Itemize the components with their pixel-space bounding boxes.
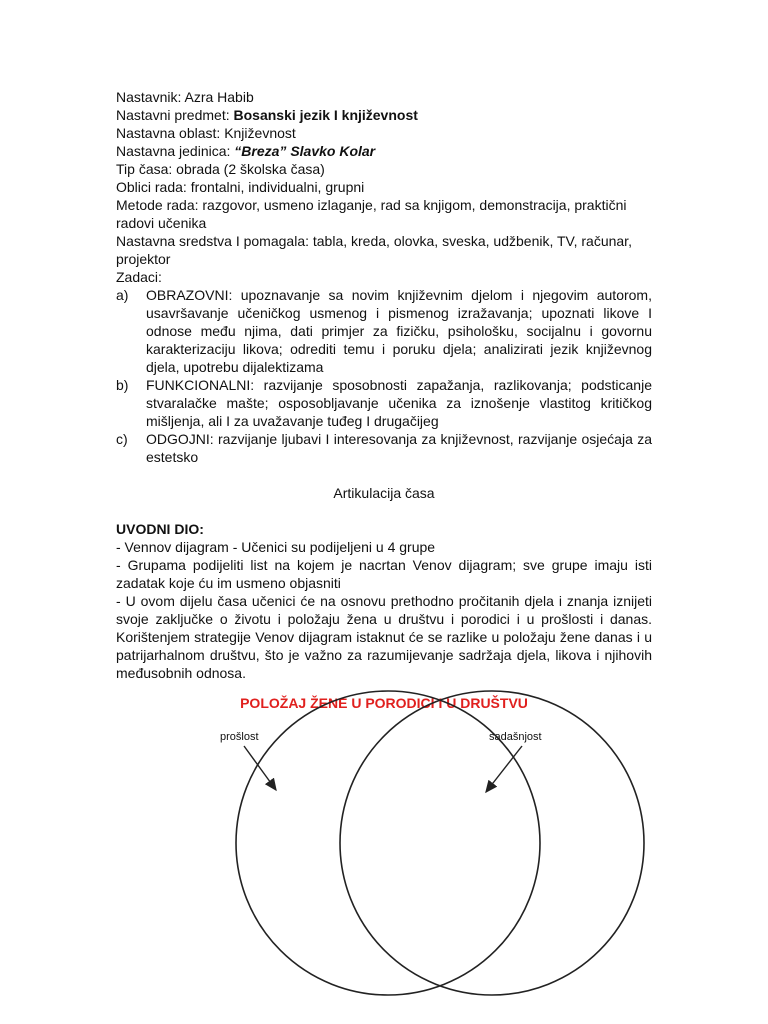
teacher-label: Nastavnik: (116, 89, 182, 105)
subject-label: Nastavni predmet: (116, 107, 230, 123)
task-text: ODGOJNI: razvijanje ljubavi I interesovanja za književnost, razvijanje osjećaja za estetsko (146, 431, 652, 465)
work-methods: Metode rada: razgovor, usmeno izlaganje, rad sa knjigom, demonstracija, praktični (116, 197, 627, 213)
teacher-name: Azra Habib (184, 89, 254, 105)
intro-paragraph: - Vennov dijagram - Učenici su podijeljeni u 4 grupe (116, 539, 436, 555)
task-marker: b) (116, 377, 129, 393)
intro-paragraph: - U ovom dijelu časa učenici će na osnovu prethodno pročitanih djela i znanja iznijeti svoje zaključke o životu i položaju žena u društvu i porodici i u prošlosti i danas. Korištenjem strategije Venov dijagram istaknut će se razlike u položaju žene danas i u patrijarhalnom društvu, što je važno za razumijevanje sadržaja djela, likova i njihovih međusobnih odnosa. (116, 593, 652, 681)
unit-label: Nastavna jedinica: (116, 143, 231, 159)
teaching-tools: Nastavna sredstva I pomagala: tabla, kreda, olovka, sveska, udžbenik, TV, računar, (116, 233, 632, 249)
right-arrow (486, 746, 522, 792)
diagram-title: POLOŽAJ ŽENE U PORODICI I U DRUŠTVU (240, 695, 528, 711)
task-marker: c) (116, 431, 128, 447)
area-label: Nastavna oblast: (116, 125, 221, 141)
work-forms: Oblici rada: frontalni, individualni, grupni (116, 179, 365, 195)
task-marker: a) (116, 287, 129, 303)
area-value: Književnost (224, 125, 296, 141)
articulation-heading: Artikulacija časa (333, 485, 435, 501)
left-label: prošlost (220, 731, 259, 743)
intro-heading: UVODNI DIO: (116, 521, 204, 537)
subject-value: Bosanski jezik I književnost (233, 107, 418, 123)
lesson-type: Tip časa: obrada (2 školska časa) (116, 161, 325, 177)
teaching-tools-cont: projektor (116, 251, 171, 267)
unit-value: “Breza” Slavko Kolar (234, 143, 376, 159)
intro-paragraph: - Grupama podijeliti list na kojem je nacrtan Venov dijagram; sve grupe imaju isti zadatak koje ću im usmeno objasniti (116, 557, 652, 591)
work-methods-cont: radovi učenika (116, 215, 207, 231)
right-label: sadašnjost (489, 731, 542, 743)
task-text: OBRAZOVNI: upoznavanje sa novim književnim djelom i njegovim autorom, usavršavanje učeničkog usmenog i pismenog izražavanja; upoznati likove I odnose među njima, dati primjer za fizičku, psihološku, socijalnu i govornu karakterizaciju likova; odrediti temu i poruku djela; analizirati jezik književnog djela, upotrebu dijalektizama (146, 287, 652, 375)
task-text: FUNKCIONALNI: razvijanje sposobnosti zapažanja, razlikovanja; podsticanje stvaralačke mašte; osposobljavanje učenika za iznošenje vlastitog kritičkog mišljenja, ali I za uvažavanje tuđeg I drugačijeg (146, 377, 652, 429)
tasks-label: Zadaci: (116, 269, 162, 285)
